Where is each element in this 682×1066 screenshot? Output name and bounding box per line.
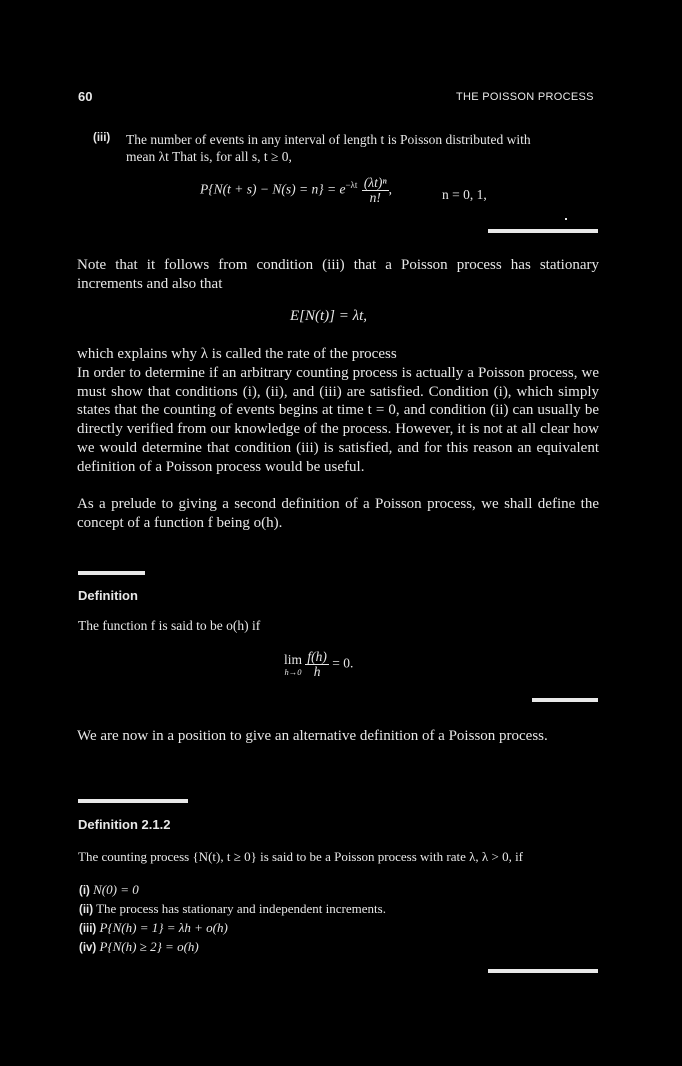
formula-fraction	[362, 176, 389, 205]
limit-rhs: = 0.	[332, 655, 354, 671]
note-paragraph: Note that it follows from condition (iii) that a Poisson process has stationary increments and also that	[77, 257, 599, 292]
end-rule-condition	[488, 229, 598, 233]
list-item-text: P{N(h) ≥ 2} = o(h)	[99, 939, 199, 954]
limit-operator	[284, 653, 302, 677]
condition-iii-line2: mean λt That is, for all s, t ≥ 0,	[126, 149, 292, 164]
definition-212-intro: The counting process {N(t), t ≥ 0} is said to be a Poisson process with rate λ, λ > 0, if	[78, 849, 524, 864]
rate-sentence: which explains why λ is called the rate of the process	[77, 346, 397, 362]
list-item	[79, 882, 139, 899]
definition-212-rule	[78, 799, 188, 803]
list-item-label: (iv)	[79, 942, 97, 954]
running-title: THE POISSON PROCESS	[456, 91, 594, 103]
list-item-label: (iii)	[79, 923, 97, 935]
condition-iii-label: (iii)	[93, 132, 111, 144]
list-item-label: (i)	[79, 885, 90, 897]
list-item-label: (ii)	[79, 904, 94, 916]
condition-iii-line1: The number of events in any interval of length t is Poisson distributed with	[126, 132, 531, 147]
definition-intro: The function f is said to be o(h) if	[78, 618, 261, 633]
definition-212-heading: Definition 2.1.2	[78, 817, 171, 832]
page-number: 60	[78, 89, 93, 104]
definition-rule	[78, 571, 145, 575]
definition-heading: Definition	[78, 588, 138, 603]
dot-mark	[565, 218, 567, 220]
list-item-text: N(0) = 0	[93, 882, 139, 897]
end-rule-definition-212	[488, 969, 598, 973]
prelude-paragraph: As a prelude to giving a second definition of a Poisson process, we shall define the concept of a function f being o(h).	[77, 496, 599, 531]
list-item-text: P{N(h) = 1} = λh + o(h)	[99, 920, 228, 935]
formula-denominator: n!	[369, 190, 381, 205]
limit-fraction	[305, 650, 329, 679]
list-item-text: The process has stationary and independent increments.	[96, 901, 386, 916]
formula-exponent: −λt	[345, 180, 358, 191]
limit-denominator: h	[313, 664, 321, 679]
formula-trail: ,	[388, 181, 393, 197]
determine-paragraph: In order to determine if an arbitrary counting process is actually a Poisson process, we must show that conditions (i), (ii), and (iii) are satisfied. Condition (i), which simply states that the counting of events begins at time t = 0, and condition (ii) can usually be directly verified from our knowledge of the process. However, it is not at all clear how we would determine that condition (iii) is satisfied, and for this reason an equivalent definition of a Poisson process would be useful.	[77, 365, 599, 475]
expectation-formula: E[N(t)] = λt,	[290, 308, 368, 324]
alternative-paragraph: We are now in a position to give an alternative definition of a Poisson process.	[77, 728, 548, 744]
lim-text: lim	[284, 651, 303, 667]
lim-subscript: h→0	[284, 666, 302, 677]
list-item	[79, 939, 199, 956]
list-item	[79, 901, 386, 918]
limit-formula	[284, 650, 353, 679]
formula-range: n = 0, 1,	[442, 187, 487, 202]
limit-numerator: f(h)	[307, 649, 327, 664]
formula-numerator: (λt)ⁿ	[363, 175, 387, 190]
poisson-pmf-formula	[200, 176, 392, 205]
formula-lhs: P{N(t + s) − N(s) = n} = e	[200, 181, 346, 197]
list-item	[79, 920, 228, 937]
end-rule-definition	[532, 698, 598, 702]
